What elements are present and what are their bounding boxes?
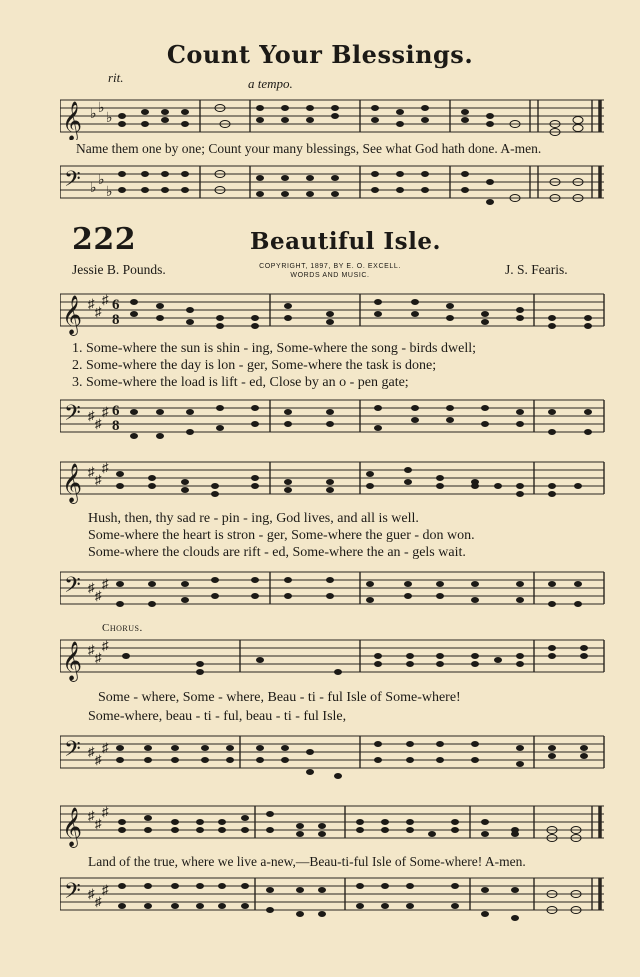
system4-bass-staff — [60, 872, 610, 932]
prev-bass-staff — [60, 160, 610, 220]
system4-lyric: Land of the true, where we live a-new,—Beau-ti-ful Isle of Some-where! A-men. — [88, 854, 526, 869]
svg-text:♯: ♯ — [102, 460, 109, 475]
svg-text:𝄢: 𝄢 — [64, 167, 81, 197]
hymn-title: Beautiful Isle. — [250, 228, 442, 255]
svg-text:♯: ♯ — [88, 808, 95, 823]
svg-text:6: 6 — [112, 403, 120, 419]
svg-text:𝄞: 𝄞 — [62, 807, 83, 847]
svg-text:8: 8 — [112, 418, 120, 434]
svg-text:8: 8 — [112, 312, 120, 328]
svg-text:♯: ♯ — [88, 642, 95, 657]
tempo-marking: a tempo. — [248, 76, 293, 91]
system3-bass-staff — [60, 730, 610, 786]
svg-text:♯: ♯ — [102, 882, 109, 897]
rit-marking: rit. — [108, 70, 124, 85]
svg-text:♯: ♯ — [95, 816, 102, 831]
svg-text:𝄞: 𝄞 — [62, 463, 83, 503]
svg-text:𝄢: 𝄢 — [64, 401, 81, 431]
svg-text:♯: ♯ — [95, 894, 102, 909]
svg-text:♯: ♯ — [95, 472, 102, 487]
svg-text:𝄢: 𝄢 — [64, 879, 81, 909]
chorus-label: Chorus. — [102, 622, 143, 634]
svg-text:♯: ♯ — [88, 886, 95, 901]
svg-text:6: 6 — [112, 297, 120, 313]
svg-text:♯: ♯ — [95, 752, 102, 767]
system2-verse-3: Some-where the clouds are rift - ed, Some-where the an - gels wait. — [88, 545, 466, 560]
svg-text:♯: ♯ — [102, 638, 109, 653]
svg-text:♯: ♯ — [102, 804, 109, 819]
svg-text:♯: ♯ — [102, 576, 109, 591]
svg-text:♯: ♯ — [88, 408, 95, 423]
svg-text:♭: ♭ — [90, 181, 97, 196]
hymn-number: 222 — [72, 222, 137, 257]
system3-treble-staff — [60, 634, 610, 684]
svg-text:♯: ♯ — [88, 744, 95, 759]
svg-text:𝄞: 𝄞 — [62, 641, 83, 681]
prev-hymn-title: Count Your Blessings. — [166, 40, 474, 69]
svg-text:♭: ♭ — [98, 173, 105, 188]
svg-text:♭: ♭ — [98, 101, 105, 116]
svg-text:♯: ♯ — [102, 292, 109, 307]
system1-bass-staff — [60, 394, 610, 450]
system2-treble-staff — [60, 456, 610, 506]
system1-verse-1: 1. Some-where the sun is shin - ing, Some-where the song - birds dwell; — [72, 341, 476, 356]
svg-text:𝄢: 𝄢 — [64, 573, 81, 603]
prev-hymn-lyric: Name them one by one; Count your many blessings, See what God hath done. A-men. — [76, 141, 542, 156]
svg-text:𝄢: 𝄢 — [64, 737, 81, 767]
svg-text:♭: ♭ — [90, 107, 97, 122]
copyright-line-2: WORDS AND MUSIC. — [290, 272, 370, 279]
hymn-author: Jessie B. Pounds. — [72, 262, 166, 277]
system2-verse-2: Some-where the heart is stron - ger, Some-where the guer - don won. — [88, 528, 475, 543]
svg-text:♭: ♭ — [106, 185, 113, 200]
copyright-line-1: COPYRIGHT, 1897, BY E. O. EXCELL. — [259, 263, 401, 270]
svg-text:♯: ♯ — [102, 404, 109, 419]
svg-text:♯: ♯ — [95, 416, 102, 431]
system1-treble-staff — [60, 288, 610, 338]
system2-bass-staff — [60, 566, 610, 616]
system2-verse-1: Hush, then, thy sad re - pin - ing, God lives, and all is well. — [88, 511, 419, 526]
chorus-lyric-lower: Some-where, beau - ti - ful, beau - ti - ful Isle, — [88, 709, 347, 724]
system1-verse-3: 3. Some-where the load is lift - ed, Close by an o - pen gate; — [72, 375, 409, 390]
svg-text:♯: ♯ — [88, 580, 95, 595]
chorus-lyric-upper: Some - where, Some - where, Beau - ti - ful Isle of Some-where! — [98, 690, 461, 705]
svg-text:♯: ♯ — [95, 588, 102, 603]
svg-text:♯: ♯ — [102, 740, 109, 755]
svg-text:♯: ♯ — [88, 296, 95, 311]
system4-treble-staff — [60, 800, 610, 850]
svg-text:♯: ♯ — [95, 304, 102, 319]
svg-text:♭: ♭ — [106, 111, 113, 126]
hymn-composer: J. S. Fearis. — [505, 262, 568, 277]
prev-treble-staff — [60, 96, 610, 140]
svg-text:𝄞: 𝄞 — [62, 101, 83, 140]
svg-text:♯: ♯ — [88, 464, 95, 479]
svg-text:♯: ♯ — [95, 650, 102, 665]
svg-text:𝄞: 𝄞 — [62, 295, 83, 335]
system1-verse-2: 2. Some-where the day is lon - ger, Some-where the task is done; — [72, 358, 437, 373]
